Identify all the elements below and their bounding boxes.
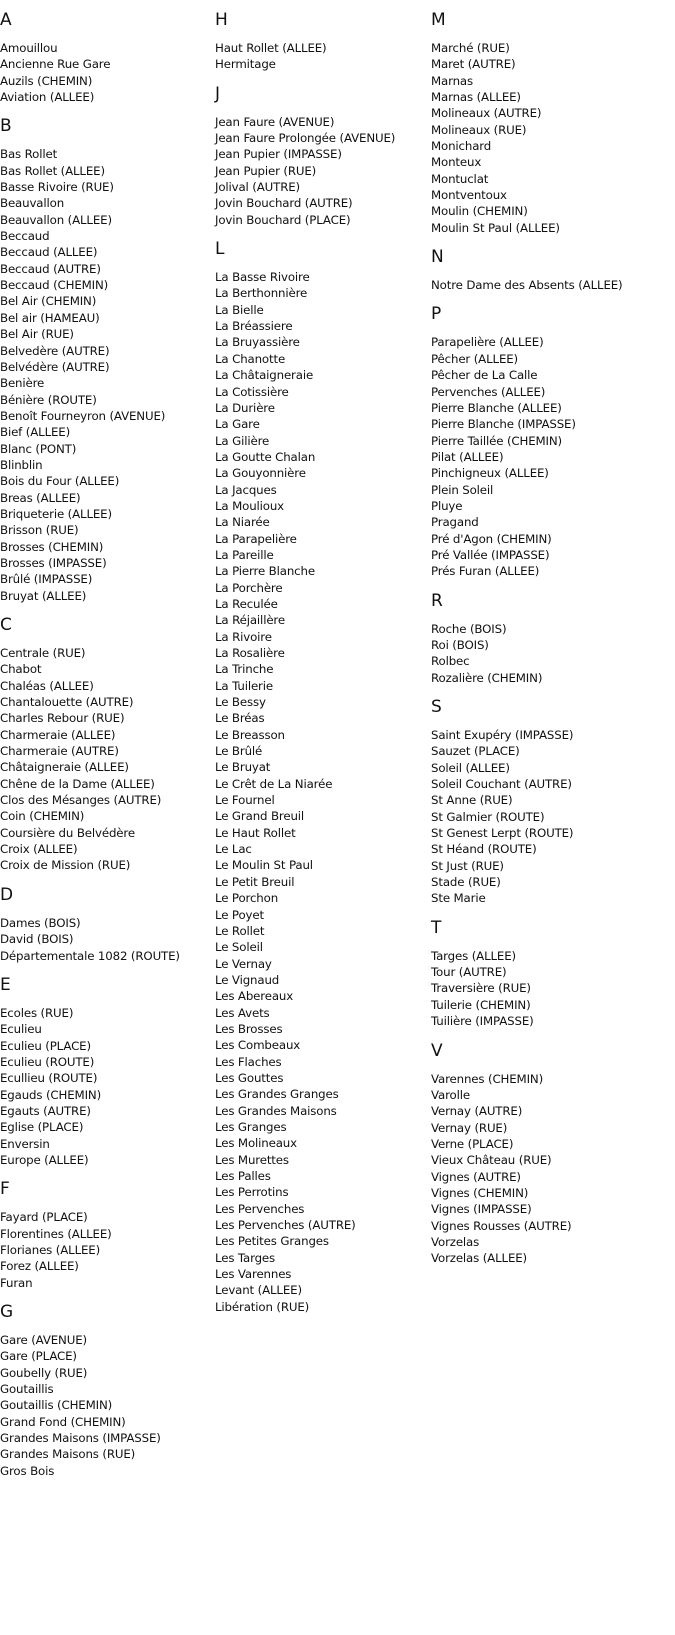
street-name: Chêne de la Dame (ALLEE) [0,776,155,791]
street-name: Pinchigneux (ALLEE) [431,466,549,481]
street-name: Brûlé (IMPASSE) [0,572,93,587]
street-name: Charmeraie (ALLEE) [0,727,116,742]
street-name: La Gouyonnière [215,466,306,481]
street-name: Le Porchon [215,891,279,906]
street-name: Pierre Blanche (ALLEE) [431,400,562,415]
section-letter-heading: B [0,116,12,137]
street-name: Belvedère (AUTRE) [0,343,110,358]
street-name: Bas Rollet [0,147,58,162]
street-name: La Gare [215,417,260,432]
street-name: Les Abereaux [215,989,294,1004]
street-name: Chabot [0,662,42,677]
street-name: Le Poyet [215,907,264,922]
street-name: Blanc (PONT) [0,441,77,456]
street-name: Les Perrotins [215,1185,289,1200]
street-name: Beauvallon [0,196,65,211]
street-name: Molineaux (AUTRE) [431,106,542,121]
street-list [431,334,675,579]
street-name: Les Molineaux [215,1136,297,1151]
street-name: Pré Vallée (IMPASSE) [431,547,550,562]
street-name: Vieux Château (RUE) [431,1153,552,1168]
street-name: Gros Bois [0,1463,55,1478]
street-name: Les Pervenches (AUTRE) [215,1218,356,1233]
street-name: Bel Air (CHEMIN) [0,294,97,309]
street-name: St Héand (ROUTE) [431,842,537,857]
street-name: Benière [0,376,45,391]
street-name: Vignes (IMPASSE) [431,1202,532,1217]
street-list [431,727,675,907]
street-name: Le Bruyat [215,760,271,775]
street-name: Roche (BOIS) [431,621,507,636]
street-name: Le Moulin St Paul [215,858,313,873]
street-name: Les Varennes [215,1267,292,1282]
street-name: Notre Dame des Absents (ALLEE) [431,278,623,293]
street-name: Enversin [0,1136,50,1151]
street-name: Coin (CHEMIN) [0,809,85,824]
street-name: Eculieu [0,1022,42,1037]
street-name: Jovin Bouchard (AUTRE) [215,196,353,211]
street-name: Vignes Rousses (AUTRE) [431,1218,572,1233]
street-name: Les Targes [215,1250,276,1265]
street-name: Bénière (ROUTE) [0,392,97,407]
letter-section [431,591,675,686]
street-name: Chaléas (ALLEE) [0,678,94,693]
street-name: La Basse Rivoire [215,270,310,285]
street-name: Marnas [431,73,474,88]
street-name: Egauts (AUTRE) [0,1103,91,1118]
street-name: Le Crêt de La Niarée [215,776,333,791]
street-name: Bruyat (ALLEE) [0,588,87,603]
letter-section [431,247,675,293]
street-name: Vignes (AUTRE) [431,1169,521,1184]
street-name: Charmeraie (AUTRE) [0,744,119,759]
street-name: Les Gouttes [215,1070,284,1085]
street-name: La Bielle [215,302,264,317]
street-list [0,645,215,874]
street-name: Bas Rollet (ALLEE) [0,163,105,178]
street-name: Pierre Blanche (IMPASSE) [431,417,576,432]
street-name: Vorzelas (ALLEE) [431,1251,528,1266]
street-name: Goutaillis [0,1382,54,1397]
street-name: La Chanotte [215,351,286,366]
section-letter-heading: J [215,83,221,104]
street-name: Moulin St Paul (ALLEE) [431,220,560,235]
section-letter-heading: A [0,10,12,30]
street-name: Monteux [431,155,482,170]
section-letter-heading: S [431,697,442,717]
street-name: La Réjaillère [215,613,285,628]
street-name: Jean Pupier (RUE) [215,163,317,178]
street-name: Jean Pupier (IMPASSE) [215,147,342,162]
street-name: Goubelly (RUE) [0,1365,88,1380]
street-name: Varolle [431,1087,470,1102]
street-name: St Galmier (ROUTE) [431,809,545,824]
street-name: Vorzelas [431,1234,480,1249]
street-name: Les Grandes Maisons [215,1103,337,1118]
street-name: Les Petites Granges [215,1234,329,1249]
street-name: Montventoux [431,188,507,203]
street-name: Le Vernay [215,956,272,971]
street-name: La Porchère [215,580,283,595]
street-name: Pré d'Agon (CHEMIN) [431,531,552,546]
section-letter-heading: T [431,917,442,938]
letter-section [0,975,215,1168]
street-name: Tuilerie (CHEMIN) [431,997,531,1012]
street-name: Le Fournel [215,793,275,808]
street-name: Les Granges [215,1119,287,1134]
street-name: Vignes (CHEMIN) [431,1185,529,1200]
street-name: Roi (BOIS) [431,637,489,652]
street-list [431,40,675,236]
street-name: Jovin Bouchard (PLACE) [215,212,351,227]
letter-section [0,116,215,604]
street-name: Rozalière (CHEMIN) [431,670,543,685]
street-name: Pêcher (ALLEE) [431,351,518,366]
street-name: Furan [0,1275,33,1290]
street-name: Le Soleil [215,940,263,955]
street-name: Le Breasson [215,727,285,742]
street-list [0,915,215,964]
section-letter-heading: H [215,10,228,30]
street-name: Egauds (CHEMIN) [0,1087,102,1102]
street-name: Traversière (RUE) [431,981,531,996]
street-name: Jolival (AUTRE) [215,180,301,195]
letter-section [215,10,431,73]
street-name: Jean Faure (AVENUE) [215,114,335,129]
street-name: Vernay (RUE) [431,1120,508,1135]
street-name: Maret (AUTRE) [431,57,516,72]
street-name: La Gilière [215,433,270,448]
street-name: Gare (PLACE) [0,1349,77,1364]
street-name: Plein Soleil [431,482,494,497]
street-name: Eglise (PLACE) [0,1120,84,1135]
street-name: Coursière du Belvédère [0,825,135,840]
street-name: La Bréassiere [215,319,293,334]
section-letter-heading: M [431,10,446,30]
street-name: La Rosalière [215,646,285,660]
street-name: La Jacques [215,482,277,497]
street-name: Eculieu (ROUTE) [0,1054,95,1069]
street-name: Briqueterie (ALLEE) [0,506,112,521]
section-letter-heading: F [0,1179,10,1200]
street-name: Croix (ALLEE) [0,842,78,857]
street-name: Croix de Mission (RUE) [0,858,131,873]
section-letter-heading: C [0,615,12,635]
street-name: La Trinche [215,662,274,677]
street-name: Départementale 1082 (ROUTE) [0,948,180,963]
street-name: Pilat (ALLEE) [431,449,504,464]
street-name: Fayard (PLACE) [0,1210,88,1225]
street-name: Beccaud (CHEMIN) [0,278,109,293]
street-name: Le Grand Breuil [215,809,305,824]
street-name: La Durière [215,400,275,415]
street-name: Charles Rebour (RUE) [0,711,125,726]
street-name: La Pierre Blanche [215,564,315,579]
street-name: Varennes (CHEMIN) [431,1071,544,1086]
letter-section [215,239,431,1315]
section-letter-heading: G [0,1302,14,1322]
street-name: Châtaigneraie (ALLEE) [0,760,129,775]
letter-section [0,615,215,874]
letter-section [431,918,675,1030]
street-name: Centrale (RUE) [0,646,86,660]
letter-section [431,10,675,236]
street-name: Le Lac [215,842,252,857]
street-index-column-1 [0,0,215,1479]
street-name: Parapelière (ALLEE) [431,335,544,350]
street-name: Pierre Taillée (CHEMIN) [431,433,563,448]
street-name: Les Avets [215,1005,270,1020]
street-name: Verne (PLACE) [431,1136,514,1151]
street-name: Le Bessy [215,695,266,710]
street-name: Sauzet (PLACE) [431,744,520,759]
street-name: La Pareille [215,547,274,562]
street-name: Le Vignaud [215,972,280,987]
section-letter-heading: L [215,239,225,260]
section-letter-heading: N [431,247,444,268]
street-list [0,40,215,105]
street-name: La Châtaigneraie [215,368,314,383]
street-name: Ste Marie [431,891,486,906]
street-list [431,948,675,1030]
street-name: Goutaillis (CHEMIN) [0,1398,113,1413]
street-name: Basse Rivoire (RUE) [0,180,114,195]
street-list [0,1005,215,1168]
street-name: Le Brûlé [215,744,263,759]
letter-section [0,885,215,964]
street-name: Brosses (IMPASSE) [0,555,107,570]
street-name: La Berthonnière [215,286,308,301]
street-name: Tour (AUTRE) [431,965,507,980]
letter-section [0,1302,215,1479]
street-name: La Tuilerie [215,678,273,693]
street-name: Dames (BOIS) [0,915,81,930]
street-name: Grandes Maisons (IMPASSE) [0,1431,161,1446]
street-name: Pragand [431,515,479,530]
street-name: Molineaux (RUE) [431,122,527,137]
street-name: Bois du Four (ALLEE) [0,474,120,489]
street-name: Pervenches (ALLEE) [431,384,546,399]
street-name: Les Flaches [215,1054,282,1069]
street-name: Amouillou [0,41,58,55]
street-name: St Anne (RUE) [431,793,513,808]
street-name: Belvédère (AUTRE) [0,359,110,374]
street-name: Aviation (ALLEE) [0,90,95,105]
street-name: Montuclat [431,171,489,186]
street-name: Clos des Mésanges (AUTRE) [0,793,162,808]
street-name: Florentines (ALLEE) [0,1226,112,1241]
street-name: Le Petit Breuil [215,874,295,889]
street-name: Europe (ALLEE) [0,1152,89,1167]
street-name: Grandes Maisons (RUE) [0,1447,136,1462]
street-name: Les Grandes Granges [215,1087,339,1102]
street-name: Le Bréas [215,711,265,726]
street-name: La Bruyassière [215,335,300,350]
street-index-column-2 [215,0,431,1315]
street-name: Saint Exupéry (IMPASSE) [431,728,574,742]
street-name: Les Murettes [215,1152,289,1167]
street-name: Vernay (AUTRE) [431,1104,523,1119]
street-name: Targes (ALLEE) [431,948,516,963]
street-name: Stade (RUE) [431,875,501,890]
street-name: La Reculée [215,596,278,611]
street-name: Tuilière (IMPASSE) [431,1014,534,1029]
street-name: Soleil (ALLEE) [431,760,510,775]
street-name: Breas (ALLEE) [0,490,81,505]
street-list [431,1071,675,1267]
street-name: Jean Faure Prolongée (AVENUE) [215,131,396,146]
street-index-column-3 [431,0,675,1267]
street-name: Brosses (CHEMIN) [0,539,104,554]
street-name: Gare (AVENUE) [0,1333,87,1347]
street-name: Monichard [431,139,492,154]
street-list [431,277,675,293]
street-name: Prés Furan (ALLEE) [431,564,540,579]
street-name: Les Combeaux [215,1038,301,1053]
street-list [215,114,431,228]
street-name: La Moulioux [215,498,285,513]
street-name: Bel air (HAMEAU) [0,310,100,325]
street-name: Ecoles (RUE) [0,1005,74,1020]
street-name: Beccaud (ALLEE) [0,245,98,260]
street-name: Soleil Couchant (AUTRE) [431,777,572,792]
street-name: Brisson (RUE) [0,523,79,538]
letter-section [431,697,675,907]
letter-section [0,10,215,105]
street-name: Beauvallon (ALLEE) [0,212,112,227]
street-list [0,1332,215,1479]
street-list [0,146,215,604]
section-letter-heading: P [431,304,442,325]
street-name: St Just (RUE) [431,858,504,873]
street-name: Le Rollet [215,923,265,938]
letter-section [431,304,675,579]
street-name: Benoît Fourneyron (AVENUE) [0,408,166,423]
street-name: St Genest Lerpt (ROUTE) [431,826,574,841]
street-list [0,1209,215,1291]
section-letter-heading: R [431,590,443,611]
street-list [215,40,431,73]
street-name: Florianes (ALLEE) [0,1242,101,1257]
street-name: Grand Fond (CHEMIN) [0,1414,126,1429]
street-name: La Niarée [215,515,270,530]
street-list [215,269,431,1315]
street-name: La Cotissière [215,384,289,399]
street-name: Les Brosses [215,1021,283,1036]
street-name: Libération (RUE) [215,1299,310,1314]
street-name: Eculieu (PLACE) [0,1038,91,1053]
street-name: La Parapelière [215,531,297,546]
street-name: Les Palles [215,1169,271,1183]
street-name: Marché (RUE) [431,41,510,55]
street-name: Beccaud [0,229,50,244]
street-list [431,621,675,686]
street-name: Moulin (CHEMIN) [431,204,528,219]
street-name: Forez (ALLEE) [0,1259,79,1274]
street-name: Ancienne Rue Gare [0,57,111,72]
street-name: David (BOIS) [0,932,74,947]
street-name: Rolbec [431,654,470,669]
street-name: Ecullieu (ROUTE) [0,1071,98,1086]
street-name: Le Haut Rollet [215,825,296,840]
section-letter-heading: V [431,1040,443,1061]
street-name: Bel Air (RUE) [0,327,74,342]
street-name: Les Pervenches [215,1201,305,1216]
street-name: La Rivoire [215,629,272,644]
letter-section [431,1041,675,1267]
street-name: La Goutte Chalan [215,449,316,464]
street-name: Marnas (ALLEE) [431,90,521,105]
street-name: Blinblin [0,457,43,472]
street-name: Hermitage [215,57,276,72]
street-name: Haut Rollet (ALLEE) [215,41,327,55]
street-name: Pluye [431,498,463,513]
letter-section [0,1179,215,1291]
street-name: Bief (ALLEE) [0,425,71,440]
section-letter-heading: E [0,974,11,995]
street-name: Pêcher de La Calle [431,368,538,383]
street-name: Auzils (CHEMIN) [0,73,93,88]
section-letter-heading: D [0,884,14,905]
street-name: Levant (ALLEE) [215,1283,302,1298]
street-name: Beccaud (AUTRE) [0,261,101,276]
letter-section [215,84,431,228]
street-name: Chantalouette (AUTRE) [0,695,134,710]
